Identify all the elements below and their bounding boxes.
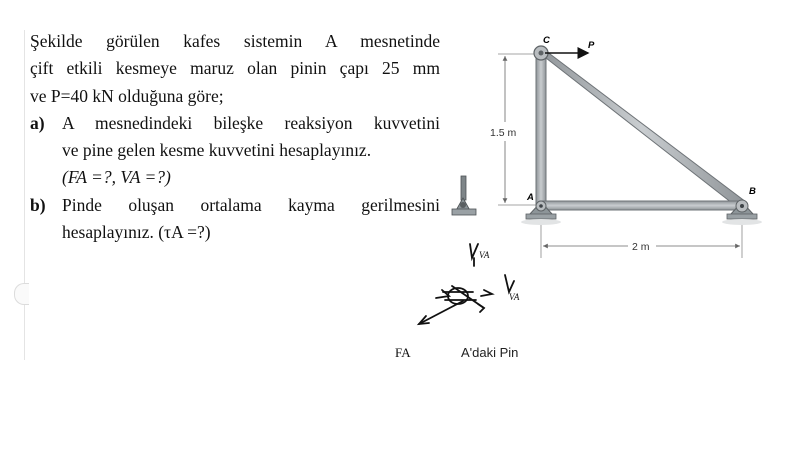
question-a-line-1: A mesnedindeki bileşke reaksiyon kuvvetini [62, 112, 440, 133]
member-ab [540, 201, 744, 210]
shear-arrow-right-stem [505, 275, 514, 292]
node-c-label: C [543, 35, 550, 46]
problem-line-2: çift etkili kesmeye maruz olan pinin çapı 25 mm [30, 58, 440, 79]
question-b-line-2: hesaplayınız. (τA =?) [62, 222, 211, 243]
question-a-label: a) [30, 112, 45, 133]
height-dimension [490, 54, 536, 205]
pin-end [478, 304, 484, 312]
pin-caption: A'daki Pin [461, 345, 519, 360]
problem-line-3: ve P=40 kN olduğuna göre; [30, 85, 224, 106]
force-label: FA [395, 345, 411, 360]
width-dimension-label: 2 m [632, 241, 650, 253]
question-b-line-1: Pinde oluşan ortalama kayma gerilmesini [62, 194, 440, 215]
member-ca [536, 53, 546, 207]
problem-line-1: Şekilde görülen kafes sistemin A mesnetinde [30, 31, 440, 51]
question-a-line-2: ve pine gelen kesme kuvvetini hesaplayınız. [62, 140, 372, 161]
width-dimension [541, 218, 742, 258]
shear-label-right: VA [509, 292, 520, 302]
question-a-formula: (FA =?, VA =?) [62, 167, 171, 188]
load-label: P [588, 40, 595, 51]
truss-members [536, 51, 746, 210]
force-arrow-shaft [419, 301, 463, 324]
node-b-label: B [749, 186, 756, 197]
question-b-label: b) [30, 194, 46, 215]
pin-free-body-sketch [419, 244, 520, 324]
height-dimension-label: 1.5 m [490, 127, 517, 139]
shear-label-top: VA [479, 250, 490, 260]
member-cb [537, 51, 746, 210]
shear-arrow-right [481, 290, 492, 296]
shear-arrow-top [470, 244, 478, 258]
node-a-label: A [527, 192, 534, 203]
pin-support-sketch [452, 176, 476, 215]
